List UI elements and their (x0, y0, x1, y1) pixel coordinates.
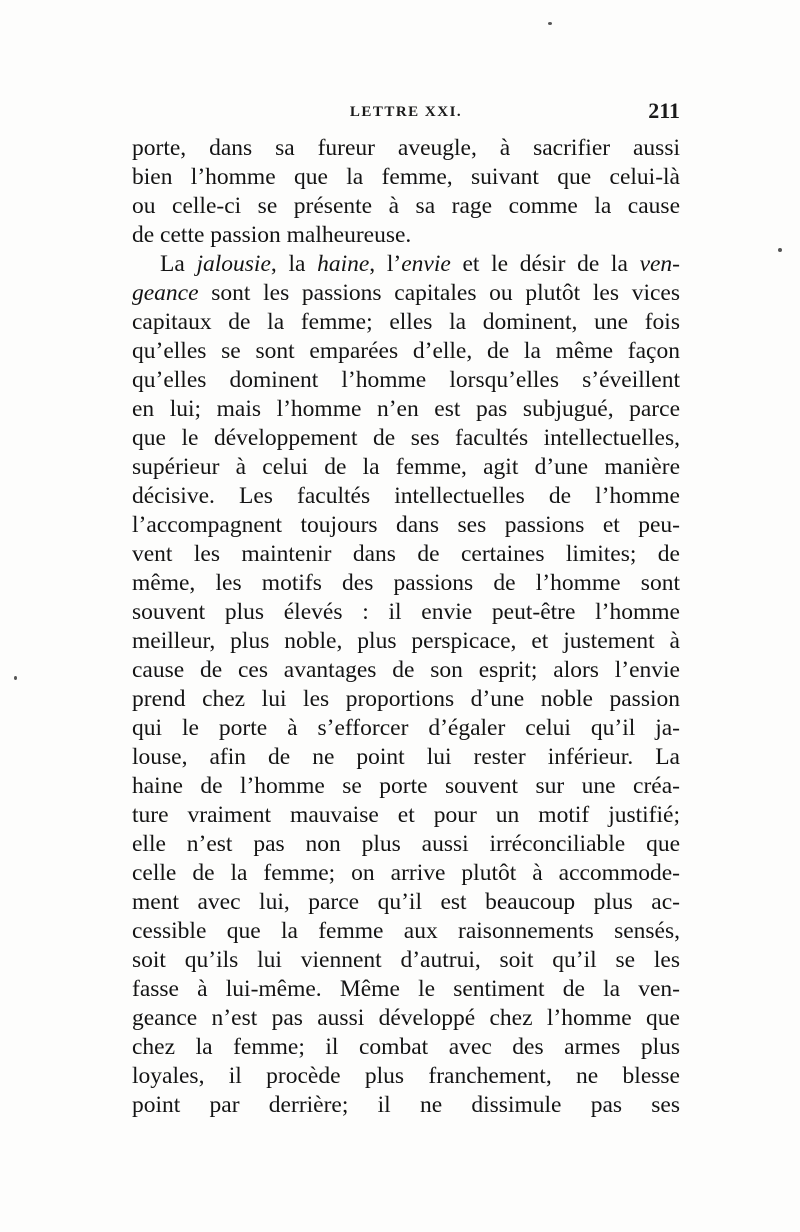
paper-speck (778, 248, 782, 252)
text-line: celle de la femme; on arrive plutôt à accommode- (132, 860, 680, 886)
text-line: louse, afin de ne point lui rester inférieur. La (132, 744, 680, 770)
text-line: ou celle-ci se présente à sa rage comme la cause (132, 193, 680, 219)
text-line: bien l’homme que la femme, suivant que celui-là (132, 164, 680, 190)
text-line: vent les maintenir dans de certaines limites; de (132, 541, 680, 567)
running-title: LETTRE XXI. (349, 104, 463, 120)
text-line: meilleur, plus noble, plus perspicace, et justement à (132, 628, 680, 654)
italic-word: geance (132, 280, 199, 306)
text-line: soit qu’ils lui viennent d’autrui, soit qu’il se les (132, 947, 680, 973)
body-text (132, 134, 680, 1120)
text-line: geance n’est pas aussi développé chez l’homme que (132, 1005, 680, 1031)
text-line: ment avec lui, parce qu’il est beaucoup plus ac- (132, 889, 680, 915)
text-line: que le développement de ses facultés intellectuelles, (132, 425, 680, 451)
text-line: cause de ces avantages de son esprit; alors l’envie (132, 657, 680, 683)
text-line: ture vraiment mauvaise et pour un motif justifié; (132, 802, 680, 828)
text-line: point par derrière; il ne dissimule pas ses (132, 1092, 680, 1118)
text-line: en lui; mais l’homme n’en est pas subjugué, parce (132, 396, 680, 422)
paper-speck (548, 22, 552, 25)
text-line: supérieur à celui de la femme, agit d’une manière (132, 454, 680, 480)
page-number: 211 (648, 98, 680, 123)
text-line: porte, dans sa fureur aveugle, à sacrifier aussi (132, 135, 680, 161)
text-line: qu’elles se sont emparées d’elle, de la même façon (132, 338, 680, 364)
text-line: souvent plus élevés : il envie peut-être l’homme (132, 599, 680, 625)
text-line: loyales, il procède plus franchement, ne blesse (132, 1063, 680, 1089)
text-line: de cette passion malheureuse. (132, 222, 412, 248)
text-line: même, les motifs des passions de l’homme sont (132, 570, 680, 596)
text-line: décisive. Les facultés intellectuelles de l’homme (132, 483, 680, 509)
text-line: capitaux de la femme; elles la dominent, une fois (132, 309, 680, 335)
paper-speck (14, 676, 17, 680)
text-line: qu’elles dominent l’homme lorsqu’elles s’éveillent (132, 367, 680, 393)
text-line: qui le porte à s’efforcer d’égaler celui qu’il ja- (132, 715, 680, 741)
text-line: geance sont les passions capitales ou plutôt les vices (132, 280, 680, 306)
italic-word: envie (401, 251, 451, 277)
italic-word: ven- (639, 251, 680, 277)
italic-word: jalousie (196, 251, 271, 277)
text-line: l’accompagnent toujours dans ses passions et peu- (132, 512, 680, 538)
text-line: cessible que la femme aux raisonnements sensés, (132, 918, 680, 944)
text-line: chez la femme; il combat avec des armes plus (132, 1034, 680, 1060)
text-line: prend chez lui les proportions d’une noble passion (132, 686, 680, 712)
text-line: fasse à lui-même. Même le sentiment de la ven- (132, 976, 680, 1002)
italic-word: haine (317, 251, 370, 277)
text-line-paragraph-start: La jalousie, la haine, l’envie et le désir de la ven- (160, 251, 680, 277)
text-line: haine de l’homme se porte souvent sur une créa- (132, 773, 680, 799)
running-header (132, 98, 680, 128)
text-line: elle n’est pas non plus aussi irréconciliable que (132, 831, 680, 857)
